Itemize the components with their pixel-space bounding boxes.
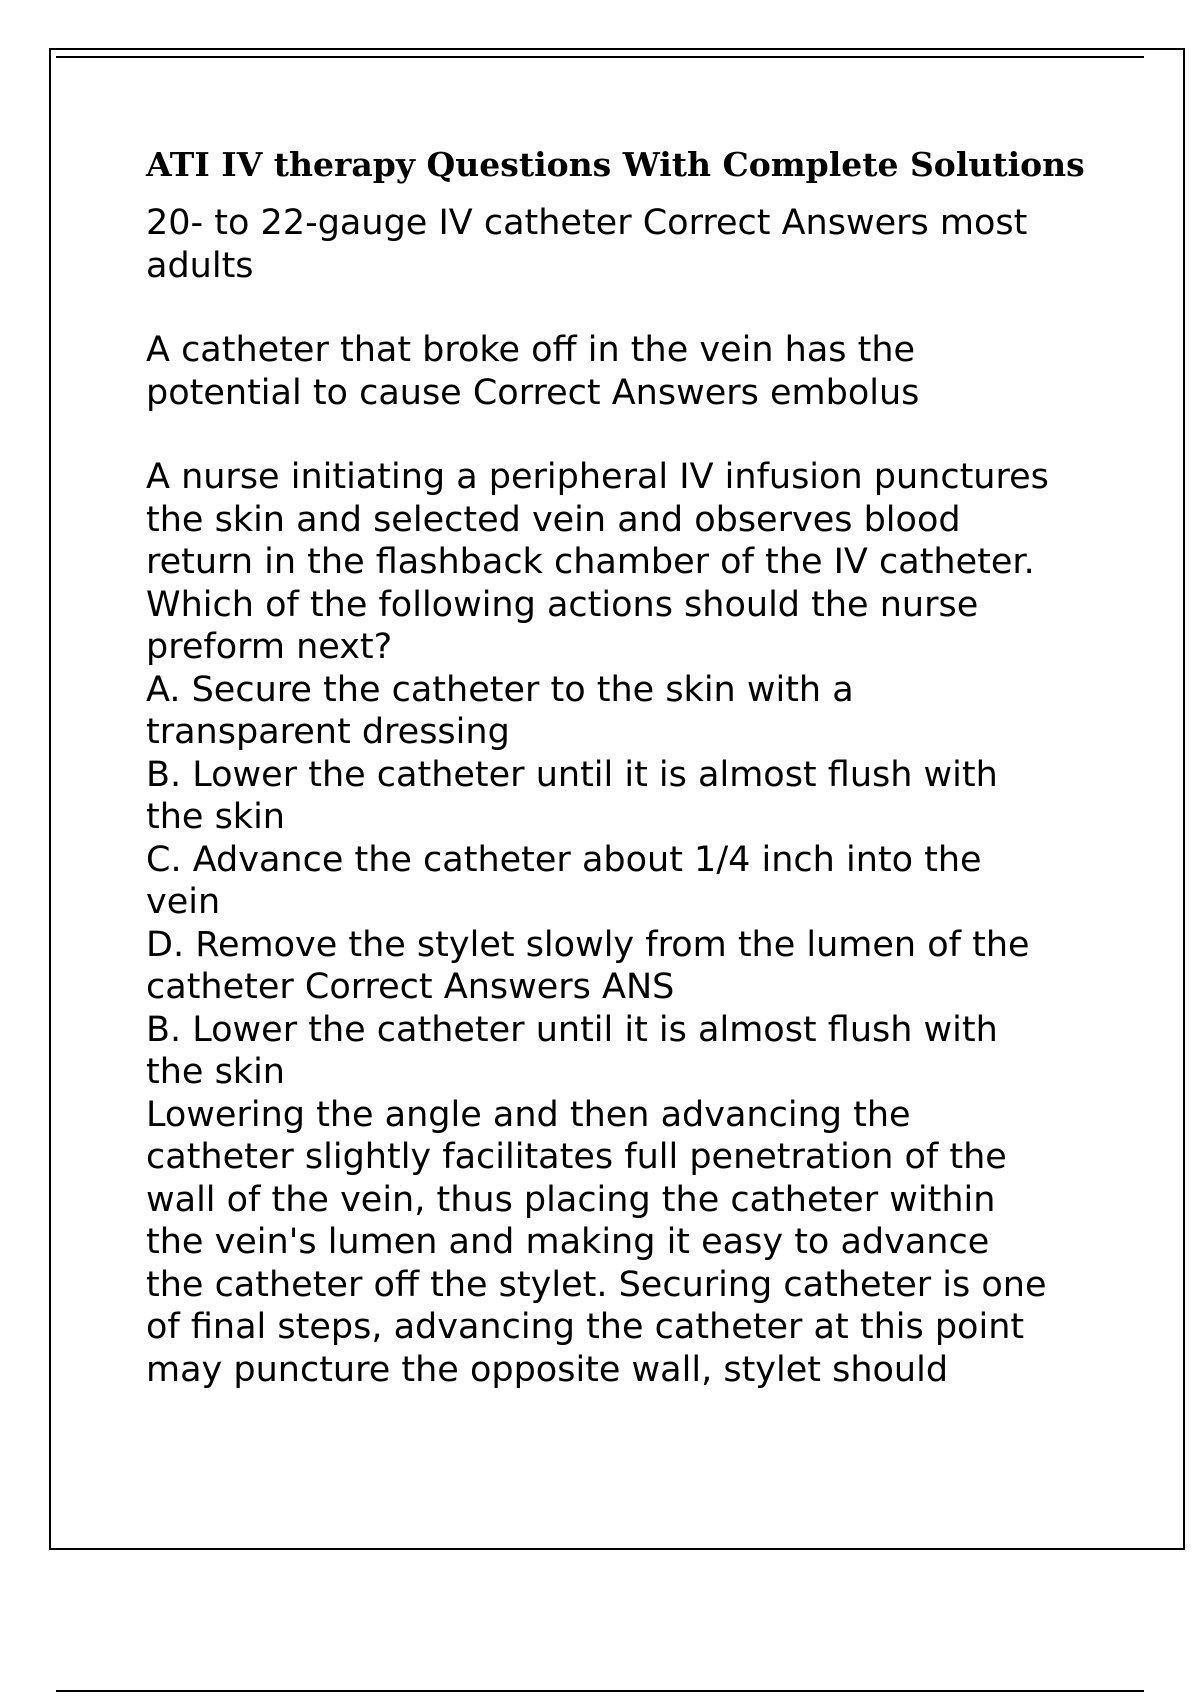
text-line: adults	[146, 245, 254, 286]
qa-block-gauge	[146, 202, 1106, 287]
rationale-line: wall of the vein, thus placing the catheter within	[146, 1179, 996, 1220]
answer-line: B. Lower the catheter until it is almost flush with	[146, 1009, 998, 1050]
rationale-line: may puncture the opposite wall, stylet should	[146, 1349, 949, 1390]
bottom-rule	[56, 1690, 1144, 1692]
qa-block-flashback	[146, 456, 1106, 1391]
text-line: potential to cause Correct Answers embolus	[146, 372, 920, 413]
text-line: A nurse initiating a peripheral IV infusion punctures	[146, 457, 1049, 497]
option-c-line: C. Advance the catheter about 1/4 inch into the	[146, 839, 982, 880]
rationale-line: the vein's lumen and making it easy to advance	[146, 1222, 990, 1262]
rationale-line: catheter slightly facilitates full penetration of the	[146, 1137, 1007, 1177]
option-d-line: catheter Correct Answers ANS	[146, 967, 675, 1007]
text-line: Which of the following actions should the nurse	[146, 584, 979, 625]
rationale-line: the catheter off the stylet. Securing catheter is one	[146, 1264, 1047, 1305]
option-b-line: the skin	[146, 797, 285, 837]
qa-block-embolus	[146, 329, 1106, 414]
option-c-line: vein	[146, 882, 221, 922]
text-line: preform next?	[146, 627, 393, 667]
text-line: the skin and selected vein and observes blood	[146, 499, 961, 540]
text-line: return in the flashback chamber of the IV catheter.	[146, 542, 1035, 582]
option-d-line: D. Remove the stylet slowly from the lumen of the	[146, 924, 1030, 965]
rationale-line: of final steps, advancing the catheter at this point	[146, 1307, 1025, 1347]
text-line: A catheter that broke off in the vein has the	[146, 330, 916, 370]
rationale-line: Lowering the angle and then advancing the	[146, 1094, 911, 1135]
option-a-line: A. Secure the catheter to the skin with a	[146, 669, 854, 710]
option-a-line: transparent dressing	[146, 712, 510, 752]
answer-line: the skin	[146, 1052, 285, 1092]
document-title: ATI IV therapy Questions With Complete Solutions	[146, 145, 1085, 184]
top-rule	[56, 56, 1144, 58]
option-b-line: B. Lower the catheter until it is almost flush with	[146, 754, 998, 795]
document-content	[146, 140, 1106, 1433]
text-line: 20- to 22-gauge IV catheter Correct Answers most	[146, 203, 1028, 243]
